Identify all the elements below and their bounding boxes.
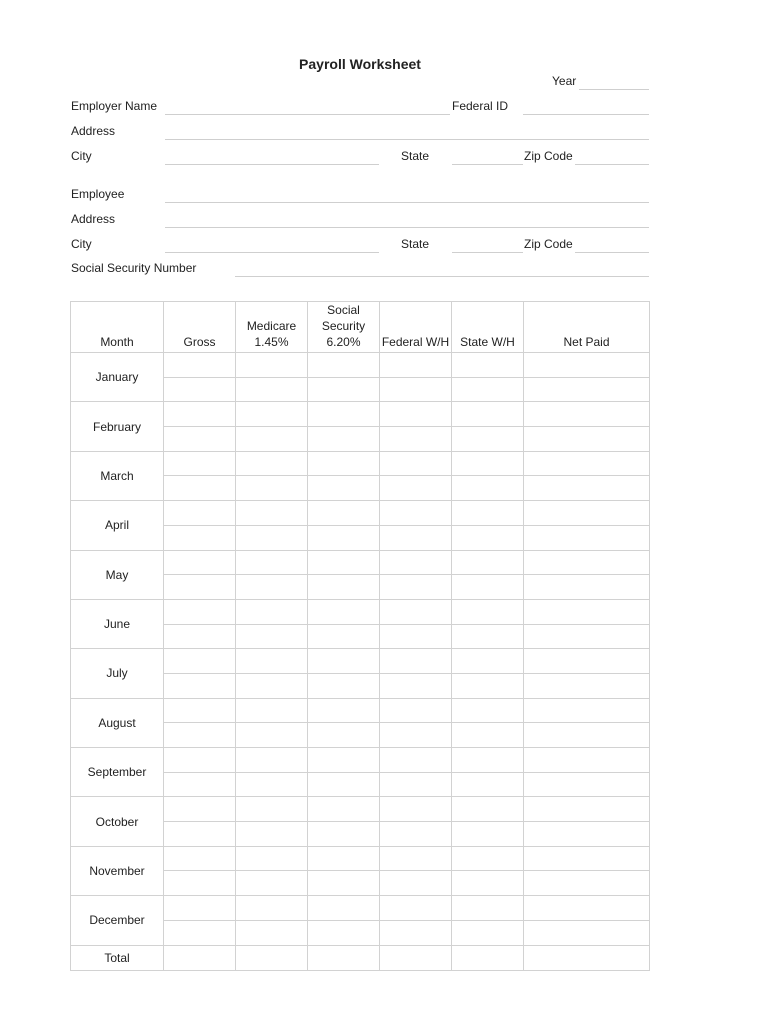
data-cell[interactable] bbox=[308, 846, 380, 871]
total-row bbox=[71, 945, 650, 970]
data-cell[interactable] bbox=[452, 550, 524, 575]
data-cell[interactable] bbox=[308, 772, 380, 797]
data-cell[interactable] bbox=[380, 920, 452, 945]
data-cell[interactable] bbox=[164, 624, 236, 649]
data-cell[interactable] bbox=[380, 501, 452, 526]
data-cell[interactable] bbox=[164, 575, 236, 600]
data-cell[interactable] bbox=[380, 772, 452, 797]
data-cell[interactable] bbox=[380, 476, 452, 501]
employer-address-label: Address bbox=[71, 124, 116, 138]
header-ss-line3: 6.20% bbox=[326, 335, 361, 349]
data-cell[interactable] bbox=[236, 698, 308, 723]
data-cell[interactable] bbox=[380, 797, 452, 822]
data-cell[interactable] bbox=[452, 896, 524, 921]
employer-city-label: City bbox=[71, 149, 92, 163]
data-cell[interactable] bbox=[236, 846, 308, 871]
data-cell[interactable] bbox=[524, 451, 650, 476]
data-cell[interactable] bbox=[308, 896, 380, 921]
data-cell[interactable] bbox=[236, 649, 308, 674]
employee-zip-field[interactable] bbox=[575, 252, 649, 253]
header-medicare-line2: 1.45% bbox=[254, 335, 289, 349]
data-cell[interactable] bbox=[308, 797, 380, 822]
employee-name-field[interactable] bbox=[165, 202, 649, 203]
data-cell[interactable] bbox=[380, 525, 452, 550]
month-label: January bbox=[71, 353, 164, 402]
data-cell[interactable] bbox=[308, 525, 380, 550]
employee-address-input[interactable] bbox=[165, 209, 649, 227]
data-cell[interactable] bbox=[308, 501, 380, 526]
federal-id-field[interactable] bbox=[523, 114, 649, 115]
year-label: Year bbox=[552, 74, 577, 88]
month-row bbox=[71, 649, 650, 674]
employer-zip-input[interactable] bbox=[575, 146, 649, 164]
header-ss-line2: Security bbox=[321, 319, 366, 333]
employer-address-input[interactable] bbox=[165, 121, 649, 139]
total-cell[interactable] bbox=[308, 945, 380, 970]
employee-city-label: City bbox=[71, 237, 92, 251]
header-federal-wh: Federal W/H bbox=[380, 302, 452, 353]
data-cell[interactable] bbox=[380, 748, 452, 773]
data-cell[interactable] bbox=[164, 599, 236, 624]
total-cell[interactable] bbox=[452, 945, 524, 970]
data-cell[interactable] bbox=[524, 377, 650, 402]
data-cell[interactable] bbox=[380, 599, 452, 624]
data-cell[interactable] bbox=[164, 377, 236, 402]
data-cell[interactable] bbox=[164, 402, 236, 427]
data-cell[interactable] bbox=[236, 599, 308, 624]
data-cell[interactable] bbox=[164, 673, 236, 698]
employee-address-label: Address bbox=[71, 212, 116, 226]
data-cell[interactable] bbox=[164, 525, 236, 550]
total-cell[interactable] bbox=[236, 945, 308, 970]
data-cell[interactable] bbox=[236, 797, 308, 822]
data-cell[interactable] bbox=[236, 377, 308, 402]
header-state-wh: State W/H bbox=[452, 302, 524, 353]
month-label: March bbox=[71, 451, 164, 500]
data-cell[interactable] bbox=[236, 772, 308, 797]
data-cell[interactable] bbox=[452, 599, 524, 624]
month-row bbox=[71, 451, 650, 476]
data-cell[interactable] bbox=[236, 451, 308, 476]
employer-city-field[interactable] bbox=[165, 164, 379, 165]
data-cell[interactable] bbox=[308, 550, 380, 575]
employee-state-label: State bbox=[401, 237, 430, 251]
ssn-label: Social Security Number bbox=[71, 261, 197, 275]
header-medicare bbox=[236, 302, 308, 353]
data-cell[interactable] bbox=[452, 797, 524, 822]
data-cell[interactable] bbox=[524, 871, 650, 896]
data-cell[interactable] bbox=[524, 797, 650, 822]
data-cell[interactable] bbox=[236, 575, 308, 600]
data-cell[interactable] bbox=[164, 698, 236, 723]
data-cell[interactable] bbox=[308, 698, 380, 723]
employer-state-field[interactable] bbox=[452, 164, 523, 165]
data-cell[interactable] bbox=[308, 353, 380, 378]
month-label: July bbox=[71, 649, 164, 698]
month-row bbox=[71, 353, 650, 378]
data-cell[interactable] bbox=[308, 649, 380, 674]
header-month: Month bbox=[71, 302, 164, 353]
data-cell[interactable] bbox=[524, 698, 650, 723]
federal-id-label: Federal ID bbox=[452, 99, 509, 113]
data-cell[interactable] bbox=[524, 476, 650, 501]
month-row bbox=[71, 748, 650, 773]
data-cell[interactable] bbox=[380, 673, 452, 698]
employee-name-input[interactable] bbox=[165, 184, 649, 202]
data-cell[interactable] bbox=[236, 920, 308, 945]
data-cell[interactable] bbox=[524, 723, 650, 748]
year-field[interactable] bbox=[579, 89, 649, 90]
data-cell[interactable] bbox=[380, 822, 452, 847]
data-cell[interactable] bbox=[524, 624, 650, 649]
data-cell[interactable] bbox=[380, 353, 452, 378]
data-cell[interactable] bbox=[380, 846, 452, 871]
data-cell[interactable] bbox=[524, 501, 650, 526]
data-cell[interactable] bbox=[452, 451, 524, 476]
employee-city-input[interactable] bbox=[165, 234, 379, 252]
employer-zip-label: Zip Code bbox=[524, 149, 573, 163]
data-cell[interactable] bbox=[308, 377, 380, 402]
month-row bbox=[71, 797, 650, 822]
data-cell[interactable] bbox=[380, 550, 452, 575]
data-cell[interactable] bbox=[236, 402, 308, 427]
data-cell[interactable] bbox=[308, 575, 380, 600]
month-label: September bbox=[71, 748, 164, 797]
employer-name-field[interactable] bbox=[165, 114, 450, 115]
data-cell[interactable] bbox=[308, 402, 380, 427]
data-cell[interactable] bbox=[524, 846, 650, 871]
month-row bbox=[71, 846, 650, 871]
header-gross: Gross bbox=[164, 302, 236, 353]
data-cell[interactable] bbox=[452, 501, 524, 526]
data-cell[interactable] bbox=[452, 353, 524, 378]
data-cell[interactable] bbox=[524, 822, 650, 847]
data-cell[interactable] bbox=[380, 723, 452, 748]
month-label: June bbox=[71, 599, 164, 648]
data-cell[interactable] bbox=[380, 377, 452, 402]
data-cell[interactable] bbox=[308, 748, 380, 773]
employer-name-label: Employer Name bbox=[71, 99, 158, 113]
data-cell[interactable] bbox=[452, 920, 524, 945]
data-cell[interactable] bbox=[308, 599, 380, 624]
data-cell[interactable] bbox=[164, 871, 236, 896]
month-label: October bbox=[71, 797, 164, 846]
data-cell[interactable] bbox=[308, 673, 380, 698]
data-cell[interactable] bbox=[524, 525, 650, 550]
data-cell[interactable] bbox=[452, 624, 524, 649]
data-cell[interactable] bbox=[236, 550, 308, 575]
year-input[interactable] bbox=[579, 71, 649, 89]
data-cell[interactable] bbox=[164, 723, 236, 748]
data-cell[interactable] bbox=[524, 748, 650, 773]
data-cell[interactable] bbox=[308, 723, 380, 748]
employer-name-input[interactable] bbox=[165, 96, 450, 114]
employer-state-input[interactable] bbox=[452, 146, 523, 164]
month-label: February bbox=[71, 402, 164, 451]
total-label: Total bbox=[71, 945, 164, 970]
total-cell[interactable] bbox=[524, 945, 650, 970]
header-medicare-line1: Medicare bbox=[246, 319, 297, 333]
data-cell[interactable] bbox=[452, 377, 524, 402]
data-cell[interactable] bbox=[380, 402, 452, 427]
data-cell[interactable] bbox=[308, 920, 380, 945]
data-cell[interactable] bbox=[236, 871, 308, 896]
data-cell[interactable] bbox=[308, 427, 380, 452]
data-cell[interactable] bbox=[164, 550, 236, 575]
month-row bbox=[71, 550, 650, 575]
employee-state-field[interactable] bbox=[452, 252, 523, 253]
data-cell[interactable] bbox=[380, 427, 452, 452]
data-cell[interactable] bbox=[452, 772, 524, 797]
month-row bbox=[71, 402, 650, 427]
data-cell[interactable] bbox=[236, 748, 308, 773]
data-cell[interactable] bbox=[236, 723, 308, 748]
data-cell[interactable] bbox=[164, 451, 236, 476]
federal-id-input[interactable] bbox=[523, 96, 649, 114]
data-cell[interactable] bbox=[524, 550, 650, 575]
data-cell[interactable] bbox=[308, 822, 380, 847]
data-cell[interactable] bbox=[452, 525, 524, 550]
data-cell[interactable] bbox=[380, 649, 452, 674]
data-cell[interactable] bbox=[524, 920, 650, 945]
data-cell[interactable] bbox=[452, 476, 524, 501]
data-cell[interactable] bbox=[164, 649, 236, 674]
data-cell[interactable] bbox=[452, 748, 524, 773]
data-cell[interactable] bbox=[452, 822, 524, 847]
data-cell[interactable] bbox=[236, 427, 308, 452]
employer-zip-field[interactable] bbox=[575, 164, 649, 165]
data-cell[interactable] bbox=[164, 822, 236, 847]
data-cell[interactable] bbox=[380, 451, 452, 476]
employee-city-field[interactable] bbox=[165, 252, 379, 253]
data-cell[interactable] bbox=[236, 476, 308, 501]
data-cell[interactable] bbox=[380, 624, 452, 649]
data-cell[interactable] bbox=[524, 599, 650, 624]
data-cell[interactable] bbox=[236, 624, 308, 649]
data-cell[interactable] bbox=[452, 871, 524, 896]
data-cell[interactable] bbox=[164, 920, 236, 945]
table-header-row bbox=[71, 302, 650, 353]
data-cell[interactable] bbox=[308, 476, 380, 501]
data-cell[interactable] bbox=[308, 871, 380, 896]
data-cell[interactable] bbox=[524, 772, 650, 797]
data-cell[interactable] bbox=[380, 575, 452, 600]
month-row bbox=[71, 501, 650, 526]
header-ss-line1: Social bbox=[327, 303, 360, 317]
data-cell[interactable] bbox=[380, 896, 452, 921]
total-cell[interactable] bbox=[164, 945, 236, 970]
data-cell[interactable] bbox=[524, 673, 650, 698]
data-cell[interactable] bbox=[164, 476, 236, 501]
employee-zip-input[interactable] bbox=[575, 234, 649, 252]
month-label: November bbox=[71, 846, 164, 895]
ssn-field[interactable] bbox=[235, 276, 649, 277]
data-cell[interactable] bbox=[164, 427, 236, 452]
total-cell[interactable] bbox=[380, 945, 452, 970]
data-cell[interactable] bbox=[524, 896, 650, 921]
data-cell[interactable] bbox=[380, 698, 452, 723]
data-cell[interactable] bbox=[164, 797, 236, 822]
data-cell[interactable] bbox=[236, 501, 308, 526]
data-cell[interactable] bbox=[164, 501, 236, 526]
data-cell[interactable] bbox=[308, 624, 380, 649]
data-cell[interactable] bbox=[452, 698, 524, 723]
month-label: April bbox=[71, 501, 164, 550]
data-cell[interactable] bbox=[308, 451, 380, 476]
employer-city-input[interactable] bbox=[165, 146, 379, 164]
month-row bbox=[71, 698, 650, 723]
data-cell[interactable] bbox=[524, 427, 650, 452]
header-net-paid: Net Paid bbox=[524, 302, 650, 353]
data-cell[interactable] bbox=[164, 772, 236, 797]
data-cell[interactable] bbox=[452, 723, 524, 748]
employer-state-label: State bbox=[401, 149, 430, 163]
data-cell[interactable] bbox=[524, 402, 650, 427]
employee-state-input[interactable] bbox=[452, 234, 523, 252]
payroll-table bbox=[70, 301, 650, 971]
employer-address-field[interactable] bbox=[165, 139, 649, 140]
employee-address-field[interactable] bbox=[165, 227, 649, 228]
data-cell[interactable] bbox=[236, 896, 308, 921]
data-cell[interactable] bbox=[524, 353, 650, 378]
page-title: Payroll Worksheet bbox=[299, 56, 421, 72]
data-cell[interactable] bbox=[236, 525, 308, 550]
data-cell[interactable] bbox=[452, 575, 524, 600]
employee-zip-label: Zip Code bbox=[524, 237, 573, 251]
data-cell[interactable] bbox=[452, 846, 524, 871]
data-cell[interactable] bbox=[380, 871, 452, 896]
month-label: May bbox=[71, 550, 164, 599]
data-cell[interactable] bbox=[452, 649, 524, 674]
data-cell[interactable] bbox=[164, 896, 236, 921]
data-cell[interactable] bbox=[452, 427, 524, 452]
data-cell[interactable] bbox=[524, 575, 650, 600]
data-cell[interactable] bbox=[452, 673, 524, 698]
month-row bbox=[71, 896, 650, 921]
data-cell[interactable] bbox=[236, 673, 308, 698]
data-cell[interactable] bbox=[236, 822, 308, 847]
data-cell[interactable] bbox=[236, 353, 308, 378]
data-cell[interactable] bbox=[164, 846, 236, 871]
employee-label: Employee bbox=[71, 187, 125, 201]
month-label: December bbox=[71, 896, 164, 945]
data-cell[interactable] bbox=[452, 402, 524, 427]
data-cell[interactable] bbox=[164, 748, 236, 773]
data-cell[interactable] bbox=[164, 353, 236, 378]
data-cell[interactable] bbox=[524, 649, 650, 674]
ssn-input[interactable] bbox=[235, 258, 649, 276]
header-social-security bbox=[308, 302, 380, 353]
month-row bbox=[71, 599, 650, 624]
month-label: August bbox=[71, 698, 164, 747]
